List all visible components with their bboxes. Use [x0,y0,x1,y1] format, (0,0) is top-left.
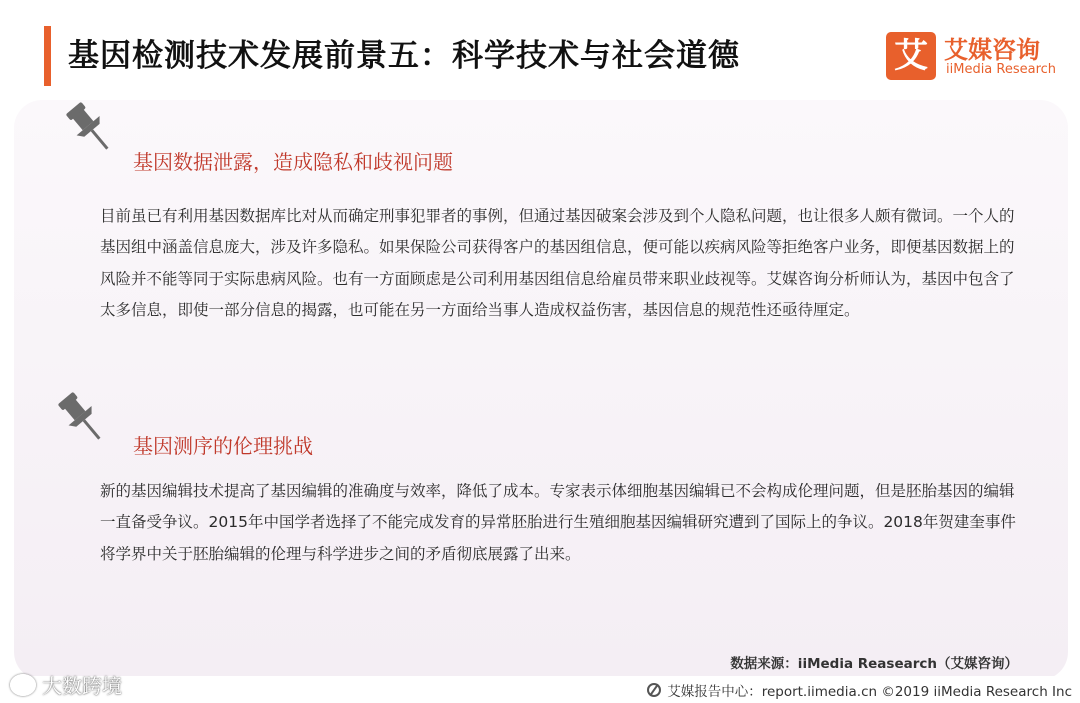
logo-name-en: iiMedia Research [946,62,1057,77]
watermark-text: 大数跨境 [42,674,122,698]
footer-bar [0,676,1080,703]
title-accent-bar [44,26,51,86]
data-source-note: 数据来源：iiMedia Reasearch（艾媒咨询） [730,656,1018,672]
footer-info [647,680,1072,700]
brand-logo [886,28,1066,84]
section-body-privacy: 目前虽已有利用基因数据库比对从而确定刑事犯罪者的事例，但通过基因破案会涉及到个人隐私问题，也让很多人颇有微词。一个人的基因组中涵盖信息庞大，涉及许多隐私。如果保险公司获得客户的基因组信息，便可能以疾病风险等拒绝客户业务，即便基因数据上的风险并不能等同于实际患病风险。也有一方面顾虑是公司利用基因组信息给雇员带来职业歧视等。艾媒咨询分析师认为，基因中包含了太多信息，即使一部分信息的揭露，也可能在另一方面给当事人造成权益伤害，基因信息的规范性还亟待厘定。 [100,207,1015,320]
content-panel [14,100,1068,680]
watermark [10,670,122,699]
page-title: 基因检测技术发展前景五：科学技术与社会道德 [68,38,740,74]
wechat-icon [10,674,36,696]
logo-name-cn: 艾媒咨询 [944,36,1040,64]
pushpin-icon [54,388,110,448]
section-heading-ethics: 基因测序的伦理挑战 [133,434,313,458]
logo-mark: 艾 [886,32,936,80]
section-body-ethics: 新的基因编辑技术提高了基因编辑的准确度与效率，降低了成本。专家表示体细胞基因编辑已不会构成伦理问题，但是胚胎基因的编辑一直备受争议。2015年中国学者选择了不能完成发育的异常胚胎进行生殖细胞基因编辑研究遭到了国际上的争议。2018年贺建奎事件将学界中关于胚胎编辑的伦理与科学进步之间的矛盾彻底展露了出来。 [100,482,1016,563]
pushpin-icon [62,98,118,158]
section-heading-privacy: 基因数据泄露，造成隐私和歧视问题 [133,150,453,174]
report-center-icon [647,683,661,697]
footer-text: 艾媒报告中心：report.iimedia.cn ©2019 iiMedia Research Inc [667,684,1072,700]
